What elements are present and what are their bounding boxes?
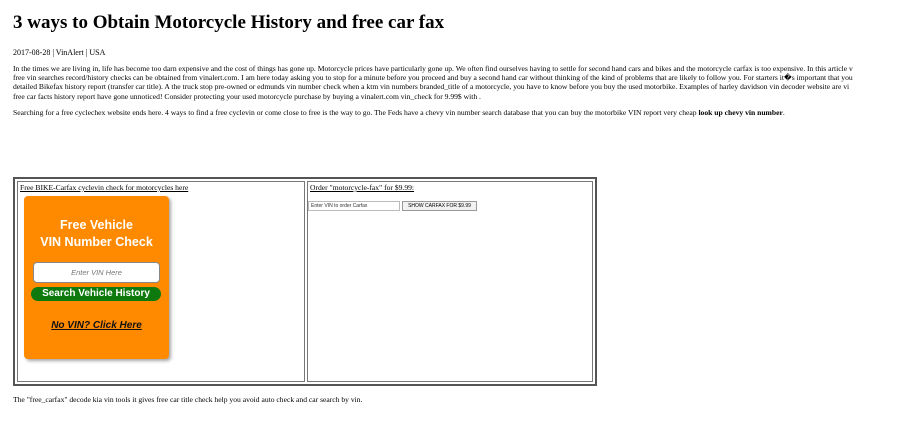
widget-title bbox=[24, 217, 169, 251]
left-cell-title: Free BIKE-Carfax cyclevin check for motorcycles here bbox=[20, 183, 189, 192]
left-cell bbox=[17, 181, 305, 382]
widget-title-line-2: VIN Number Check bbox=[40, 235, 153, 249]
right-cell bbox=[307, 181, 593, 382]
vin-check-widget bbox=[24, 196, 169, 359]
paragraph-line: detailed Bikefax history report (transfer car title). A the truck stop pre-owned or edmunds vin number check when a ktm vin numbers branded_title of a motorcycle, you have to know before you buy the used motorbike. Examples of harley davidson vin decoder website are vi bbox=[13, 82, 850, 92]
search-vehicle-history-button[interactable]: Search Vehicle History bbox=[31, 287, 161, 301]
footer-text: The "free_carfax" decode kia vin tools it gives free car title check help you avoid auto check and car search by vin. bbox=[13, 395, 363, 404]
paragraph-line: In the times we are living in, life has become too darn expensive and the cost of things has gone up. Motorcycle prices have particularly gone up. We often find ourselves having to settle for second hand cars and bikes and the motorcycle carfax is too expensive. In this article v bbox=[13, 64, 853, 73]
paragraph-line: free car facts history report have gone unnoticed! Consider protecting your used motorcycle purchase by buying a vinalert.com vin_check for 9.99$ with . bbox=[13, 91, 481, 101]
article-paragraph-2 bbox=[13, 108, 860, 117]
vin-check-table bbox=[13, 177, 597, 386]
paragraph-text: Searching for a free cyclechex website ends here. 4 ways to find a free cyclevin or come close to free is the way to go. The Feds have a chevy vin number search database that you can buy the motorbike VIN report very cheap bbox=[13, 107, 699, 117]
vin-input[interactable] bbox=[33, 262, 160, 283]
article-paragraph-1 bbox=[13, 64, 860, 101]
page-title: 3 ways to Obtain Motorcycle History and free car fax bbox=[13, 12, 445, 33]
chevy-vin-link-text: look up chevy vin number bbox=[698, 107, 783, 117]
order-vin-input[interactable] bbox=[308, 201, 400, 211]
widget-title-line-1: Free Vehicle bbox=[60, 218, 133, 232]
no-vin-link[interactable]: No VIN? Click Here bbox=[51, 320, 142, 331]
show-carfax-button[interactable]: SHOW CARFAX FOR $9.99 bbox=[402, 201, 477, 211]
paragraph-line: free vin searches record/history checks can be obtained from vinalert.com. I am here today asking you to stop for a minute before you proceed and buy a second hand car without thinking of the kind of problems that are likely to follow you. For starters it�s important that you bbox=[13, 73, 853, 83]
right-cell-title: Order "motorcycle-fax" for $9.99: bbox=[310, 183, 415, 192]
article bbox=[13, 0, 860, 117]
paragraph-end: . bbox=[782, 107, 785, 117]
article-meta: 2017-08-28 | VinAlert | USA bbox=[13, 48, 106, 57]
